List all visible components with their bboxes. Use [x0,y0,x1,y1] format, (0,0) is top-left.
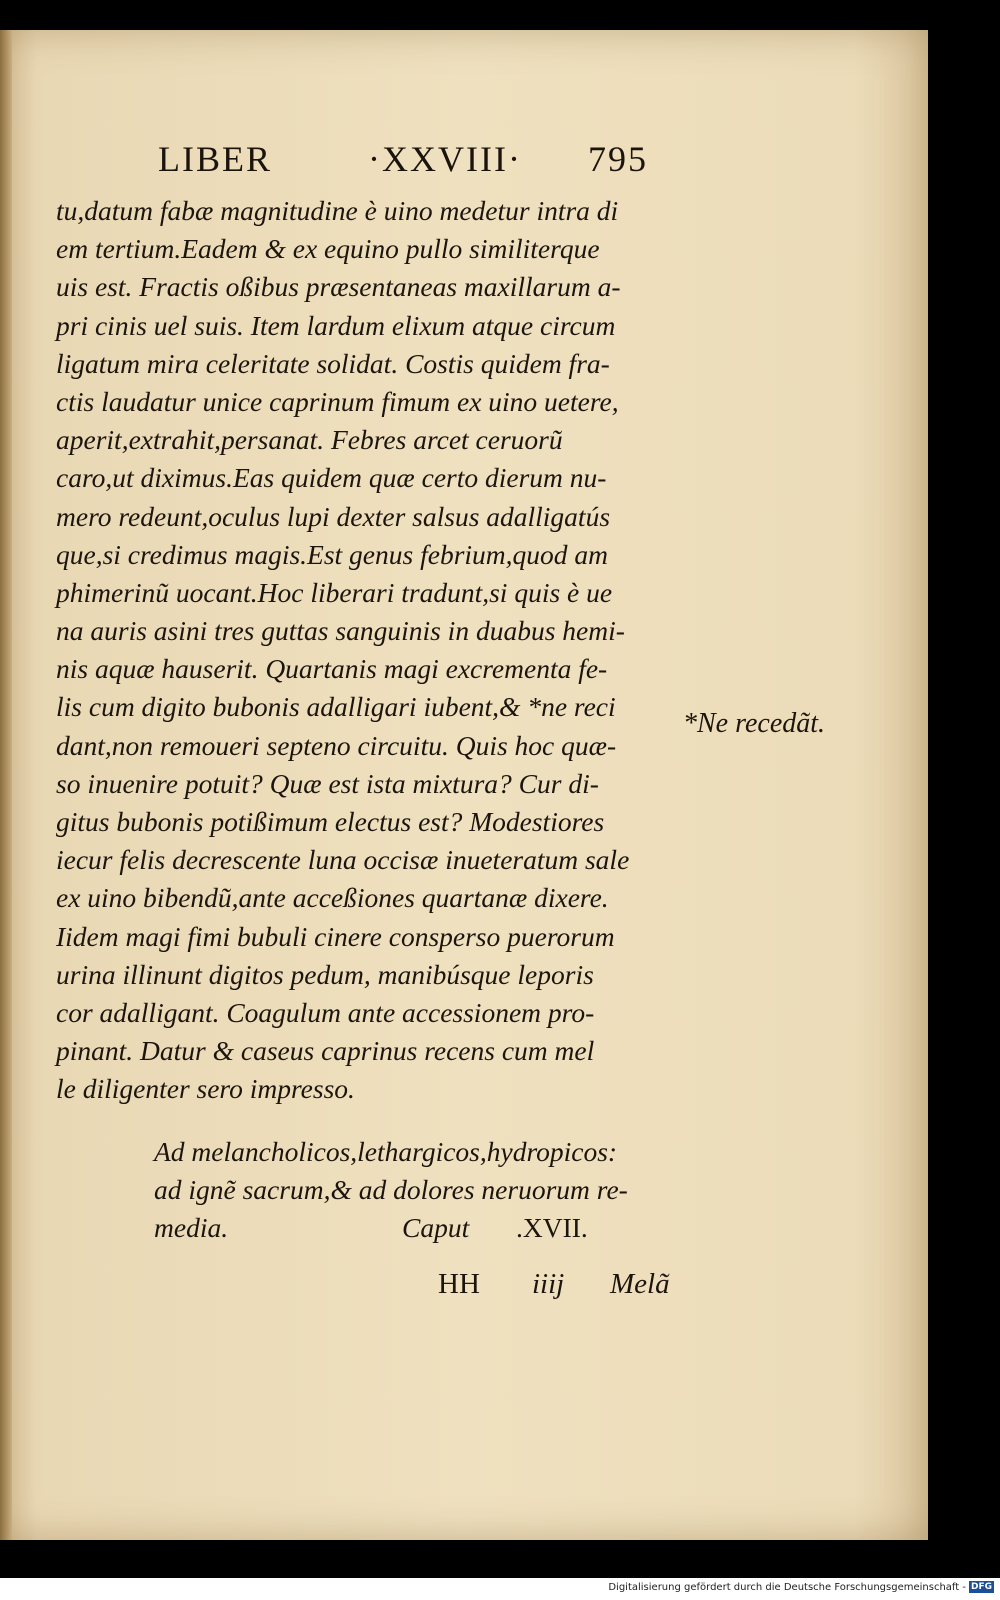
text-line: gitus bubonis potißimum electus est? Modestiores [56,806,605,837]
text-line: nis aquæ hauserit. Quartanis magi excrementa fe- [56,653,608,685]
caput-number: .XVII. [516,1212,588,1244]
margin-note: *Ne recedãt. [683,708,826,739]
chapter-heading [56,1133,696,1248]
text-line: pinant. Datur & caseus caprinus recens cum mel [56,1035,595,1067]
credit-text: Digitalisierung gefördert durch die Deutsche Forschungsgemeinschaft - [608,1582,966,1593]
text-line: na auris asini tres guttas sanguinis in duabus hemi- [56,615,625,647]
catchword: Melã [610,1268,670,1300]
heading-line-end: media. [154,1212,229,1244]
chapter-caption [56,1209,696,1247]
text-line: iecur felis decrescente luna occisæ inueteratum sale [56,844,630,876]
text-line: cor adalligant. Coagulum ante accessionem pro- [56,996,595,1028]
dfg-logo: DFG [970,1582,992,1592]
text-line: aperit,extrahit,persanat. Febres arcet ceruorũ [56,424,563,456]
text-line: tu,datum fabæ magnitudine è uino medetur intra di [56,195,619,226]
text-line: Iidem magi fimi bubuli cinere consperso puerorum [56,920,615,952]
page-number: 795 [588,139,648,179]
footer-bar [0,1578,1000,1600]
text-line: le diligenter sero impresso. [56,1073,355,1105]
signature-folio: iiij [532,1268,565,1300]
running-title: LIBER [158,139,272,179]
text-line: ligatum mira celeritate solidat. Costis quidem fra- [56,347,610,379]
body-text [56,192,676,1109]
running-header [158,138,648,182]
text-line: phimerinũ uocant.Hoc liberari tradunt,si quis è ue [56,576,613,608]
text-line: ex uino bibendũ,ante acceßiones quartanæ dixere. [56,882,609,914]
text-line: pri cinis uel suis. Item lardum elixum atque circum [56,309,616,341]
text-line: uis est. Fractis oßibus præsentaneas maxillarum a- [56,271,621,303]
footer-credit [608,1581,994,1593]
text-line: lis cum digito bubonis adalligari iubent,& *ne reci [56,691,616,723]
heading-line: ad ignẽ sacrum,& ad dolores neruorum re- [154,1174,628,1206]
text-line: em tertium.Eadem & ex equino pullo similiterque [56,233,600,265]
text-line: urina illinunt digitos pedum, manibúsque leporis [56,958,594,990]
catchline [438,1268,678,1308]
page-gutter-edge [0,30,12,1540]
caput-label: Caput [402,1212,470,1244]
signature-mark: HH [438,1268,480,1300]
text-line: ctis laudatur unice caprinum fimum ex uino uetere, [56,385,619,417]
text-line: que,si credimus magis.Est genus febrium,quod am [56,538,609,570]
text-line: mero redeunt,oculus lupi dexter salsus adalligatús [56,500,611,532]
text-line: so inuenire potuit? Quæ est ista mixtura? Cur di- [56,767,599,799]
heading-line: Ad melancholicos,lethargicos,hydropicos: [154,1136,618,1167]
text-line: dant,non remoueri septeno circuitu. Quis hoc quæ- [56,729,617,761]
text-line: caro,ut diximus.Eas quidem quæ certo dierum nu- [56,462,607,494]
book-number: ·XXVIII· [368,139,522,179]
